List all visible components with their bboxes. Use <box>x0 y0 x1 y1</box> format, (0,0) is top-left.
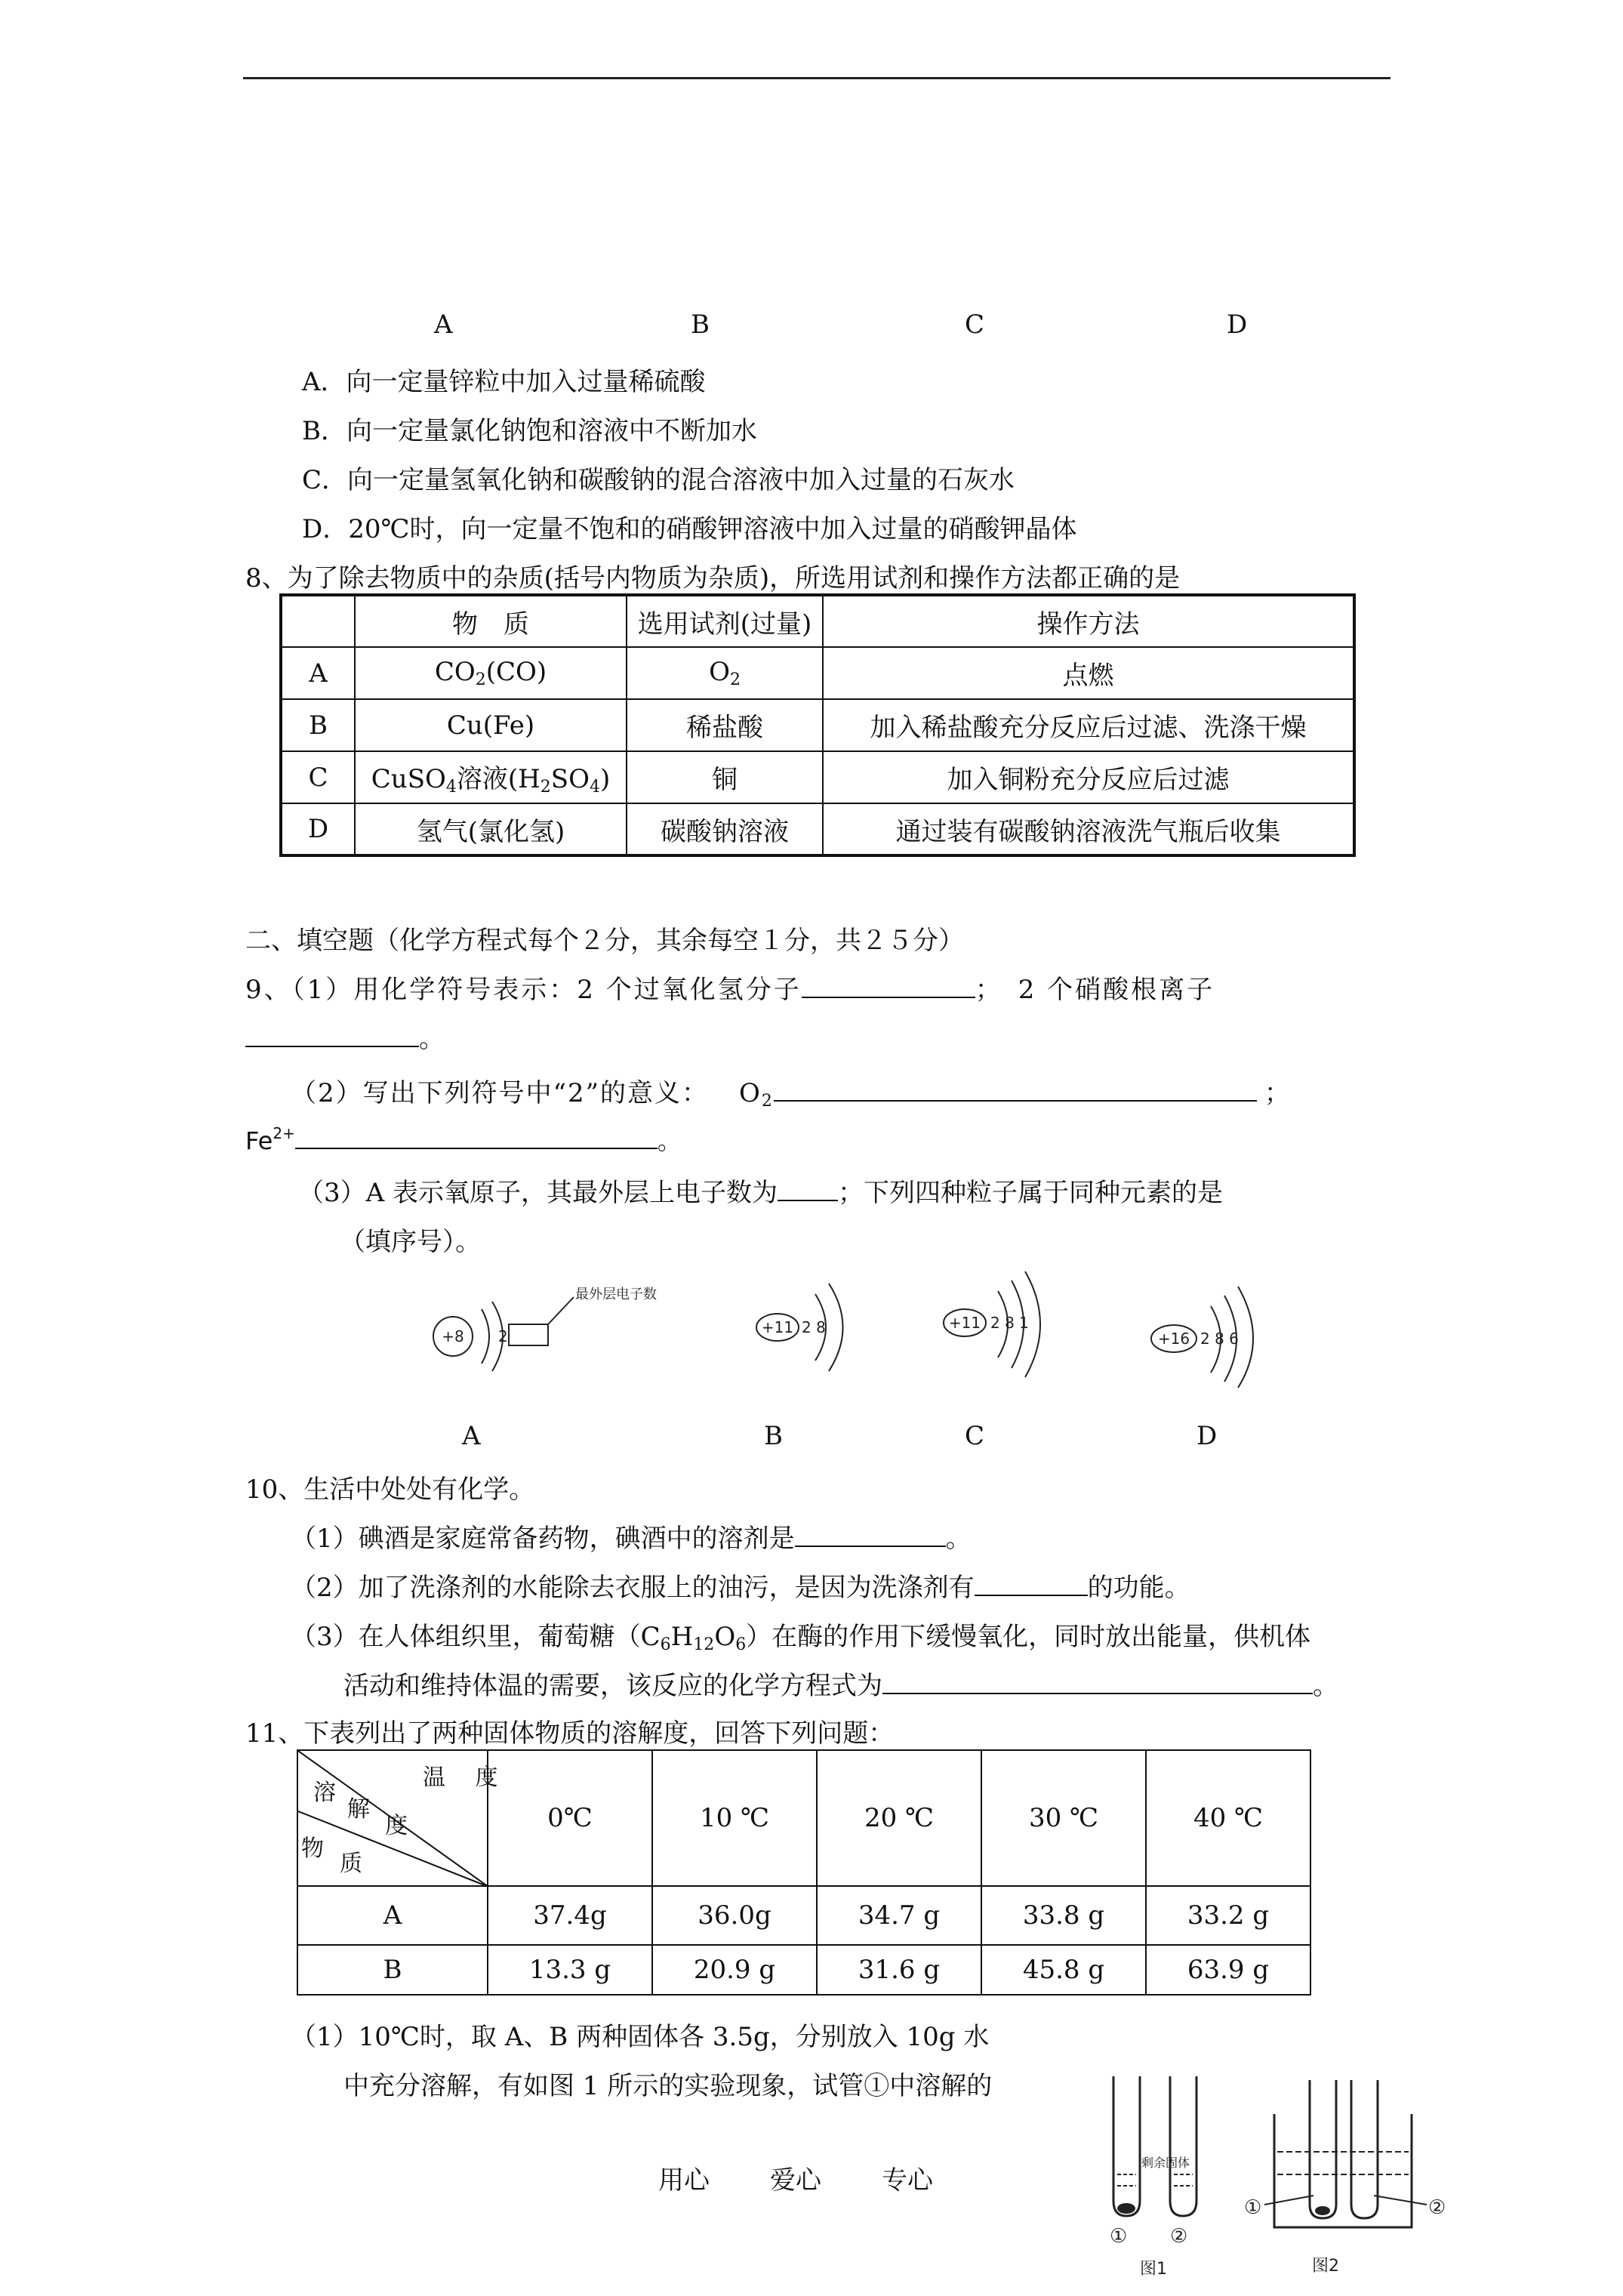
substance-cell: $CO_2(CO)$ <box>355 647 627 699</box>
q9-line1: 9、（1）用化学符号表示：2 个过氧化氢分子 ； 2 个硝酸根离子 <box>245 969 1215 1006</box>
q10-part1: （1）碘酒是家庭常备药物，碘酒中的溶剂是 。 <box>291 1518 972 1555</box>
residue-label: 剩余固体 <box>1141 2156 1190 2170</box>
table-row <box>297 1945 1310 1995</box>
atom-b <box>756 1284 843 1371</box>
atom-label-d: D <box>1196 1421 1218 1451</box>
q11-stem: 11、下表列出了两种固体物质的溶解度，回答下列问题： <box>245 1718 895 1749</box>
fig2-tube2-label: ② <box>1428 2196 1446 2219</box>
atom-c-nucleus: +11 <box>948 1314 981 1332</box>
q7-option-b: B．向一定量氯化钠饱和溶液中不断加水 <box>302 416 757 446</box>
table-cell: 36.0g <box>652 1886 817 1945</box>
q7-fig-label-a: A <box>434 310 453 340</box>
atom-d-nucleus: +16 <box>1157 1330 1190 1348</box>
table-cell: 33.2 g <box>1146 1886 1310 1945</box>
table-row <box>281 595 1354 647</box>
atom-label-b: B <box>764 1421 783 1451</box>
atom-c-shells: 2 8 1 <box>990 1314 1029 1332</box>
corner-sub-2: 质 <box>340 1851 362 1877</box>
substance-cell: Cu(Fe) <box>355 699 627 751</box>
answer-blank[interactable] <box>245 1022 419 1047</box>
q11-part1-cont: 中充分溶解，有如图 1 所示的实验现象，试管①中溶解的 <box>343 2071 993 2101</box>
header-rule <box>243 77 1390 79</box>
q10-part2: （2）加了洗涤剂的水能除去衣服上的油污，是因为洗涤剂有 的功能。 <box>291 1567 1190 1604</box>
method-cell: 加入稀盐酸充分反应后过滤、洗涤干燥 <box>823 699 1354 751</box>
table-cell: 34.7 g <box>817 1886 981 1945</box>
corner-sub-1: 物 <box>301 1835 324 1862</box>
row-label: A <box>297 1886 488 1945</box>
temp-header: 20 ℃ <box>817 1750 981 1886</box>
table-cell: 20.9 g <box>652 1945 817 1995</box>
atom-a-shells: 2 <box>498 1327 508 1345</box>
row-label: A <box>281 647 355 699</box>
atom-a-callout: 最外层电子数 <box>575 1287 657 1302</box>
table-row <box>281 647 1354 699</box>
table-cell: 37.4g <box>488 1886 652 1945</box>
table-header: 选用试剂(过量) <box>627 595 823 647</box>
q7-option-c: C．向一定量氢氧化钠和碳酸钠的混合溶液中加入过量的石灰水 <box>302 465 1015 495</box>
q7-fig-label-c: C <box>965 310 985 340</box>
q10-part3: （3）在人体组织里，葡萄糖$(C_6H_{12}O_6)$在酶的作用下缓慢氧化，同时放出能量，供机体 <box>291 1622 1311 1654</box>
table-cell: 13.3 g <box>488 1945 652 1995</box>
fig2-tube1-label: ① <box>1244 2196 1262 2219</box>
table-row <box>281 699 1354 751</box>
q9-line3: $Fe^{2+}$ 。 <box>245 1124 682 1155</box>
q10-part3-cont: 活动和维持体温的需要，该反应的化学方程式为 。 <box>343 1665 1338 1702</box>
answer-blank[interactable] <box>774 1076 1257 1102</box>
q9-line2: （2）写出下列符号中“2”的意义： $O_2$ ； <box>291 1072 1292 1111</box>
table-header: 操作方法 <box>823 595 1354 647</box>
substance-cell: 氢气(氯化氢) <box>355 803 627 855</box>
solubility-table <box>297 1749 1311 1996</box>
table-cell: 31.6 g <box>817 1945 981 1995</box>
table-header <box>281 595 355 647</box>
footer-text-2: 爱心 <box>770 2165 821 2196</box>
answer-blank[interactable] <box>795 1521 946 1547</box>
atom-a-nucleus: +8 <box>442 1327 464 1345</box>
table-corner-cell <box>297 1750 498 1886</box>
table-row <box>281 803 1354 855</box>
atom-b-nucleus: +11 <box>761 1318 794 1336</box>
figure-1 <box>1110 2076 1196 2279</box>
row-label: B <box>297 1945 488 1995</box>
method-cell: 通过装有碳酸钠溶液洗气瓶后收集 <box>823 803 1354 855</box>
reagent-cell: 碳酸钠溶液 <box>627 803 823 855</box>
answer-blank[interactable] <box>975 1570 1088 1596</box>
q9-line1-cont: 。 <box>245 1018 445 1055</box>
test-tube-figures <box>1095 2069 1517 2280</box>
q7-fig-label-d: D <box>1227 310 1248 340</box>
atom-c <box>944 1271 1040 1377</box>
table-cell: 63.9 g <box>1146 1945 1310 1995</box>
table-row <box>297 1750 1310 1886</box>
reagent-cell: 铜 <box>627 751 823 803</box>
answer-box <box>509 1324 548 1345</box>
q11-part1: （1）10℃时，取 A、B 两种固体各 3.5g，分别放入 10g 水 <box>291 2022 990 2052</box>
temp-header: 0℃ <box>488 1750 652 1886</box>
method-cell: 加入铜粉充分反应后过滤 <box>823 751 1354 803</box>
atom-d <box>1151 1287 1253 1388</box>
section-title: 二、填空题（化学方程式每个２分，其余每空１分，共２５分） <box>245 926 964 956</box>
q7-fig-label-b: B <box>691 310 710 340</box>
atom-diagrams <box>423 1261 1313 1389</box>
temp-header: 30 ℃ <box>981 1750 1146 1886</box>
atom-label-c: C <box>965 1421 985 1451</box>
q7-option-a: A．向一定量锌粒中加入过量稀硫酸 <box>302 367 706 397</box>
fig1-caption: 图1 <box>1140 2260 1167 2279</box>
corner-sol-1: 溶 <box>313 1780 336 1806</box>
q8-table <box>279 593 1356 857</box>
atom-label-a: A <box>462 1421 481 1451</box>
temp-header: 40 ℃ <box>1146 1750 1310 1886</box>
fig2-caption: 图2 <box>1312 2257 1339 2276</box>
figure-2 <box>1244 2080 1446 2276</box>
footer-text-3: 专心 <box>882 2165 933 2196</box>
table-cell: 45.8 g <box>981 1945 1146 1995</box>
row-label: D <box>281 803 355 855</box>
fig1-tube2-label: ② <box>1170 2225 1188 2248</box>
q8-stem: 8、为了除去物质中的杂质(括号内物质为杂质)，所选用试剂和操作方法都正确的是 <box>245 563 1181 593</box>
row-label: B <box>281 699 355 751</box>
corner-temp: 温 度 <box>423 1764 498 1791</box>
answer-blank[interactable] <box>778 1176 838 1201</box>
corner-sol-3: 度 <box>385 1813 408 1839</box>
q9-line4: （3）A 表示氧原子，其最外层上电子数为 ；下列四种粒子属于同种元素的是 <box>298 1172 1223 1209</box>
temp-header: 10 ℃ <box>652 1750 817 1886</box>
footer-text-1: 用心 <box>658 2165 710 2196</box>
q10-stem: 10、生活中处处有化学。 <box>245 1475 535 1505</box>
reagent-cell: 稀盐酸 <box>627 699 823 751</box>
answer-blank[interactable] <box>882 1669 1313 1694</box>
method-cell: 点燃 <box>823 647 1354 699</box>
corner-sol-2: 解 <box>347 1796 370 1823</box>
answer-blank[interactable] <box>802 972 975 998</box>
substance-cell: CuSO$_4$溶液$(H_2SO_4)$ <box>355 751 627 803</box>
table-cell: 33.8 g <box>981 1886 1146 1945</box>
reagent-cell: $O_2$ <box>627 647 823 699</box>
q7-option-d: D．20℃时，向一定量不饱和的硝酸钾溶液中加入过量的硝酸钾晶体 <box>302 514 1077 544</box>
table-row <box>297 1886 1310 1945</box>
table-row <box>281 751 1354 803</box>
atom-a <box>433 1287 657 1371</box>
table-header: 物 质 <box>355 595 627 647</box>
answer-blank[interactable] <box>295 1123 658 1149</box>
row-label: C <box>281 751 355 803</box>
atom-d-shells: 2 8 6 <box>1200 1330 1239 1348</box>
q9-line5: （填序号）。 <box>340 1227 481 1257</box>
fig1-tube1-label: ① <box>1110 2225 1128 2248</box>
atom-b-shells: 2 8 <box>802 1318 826 1336</box>
